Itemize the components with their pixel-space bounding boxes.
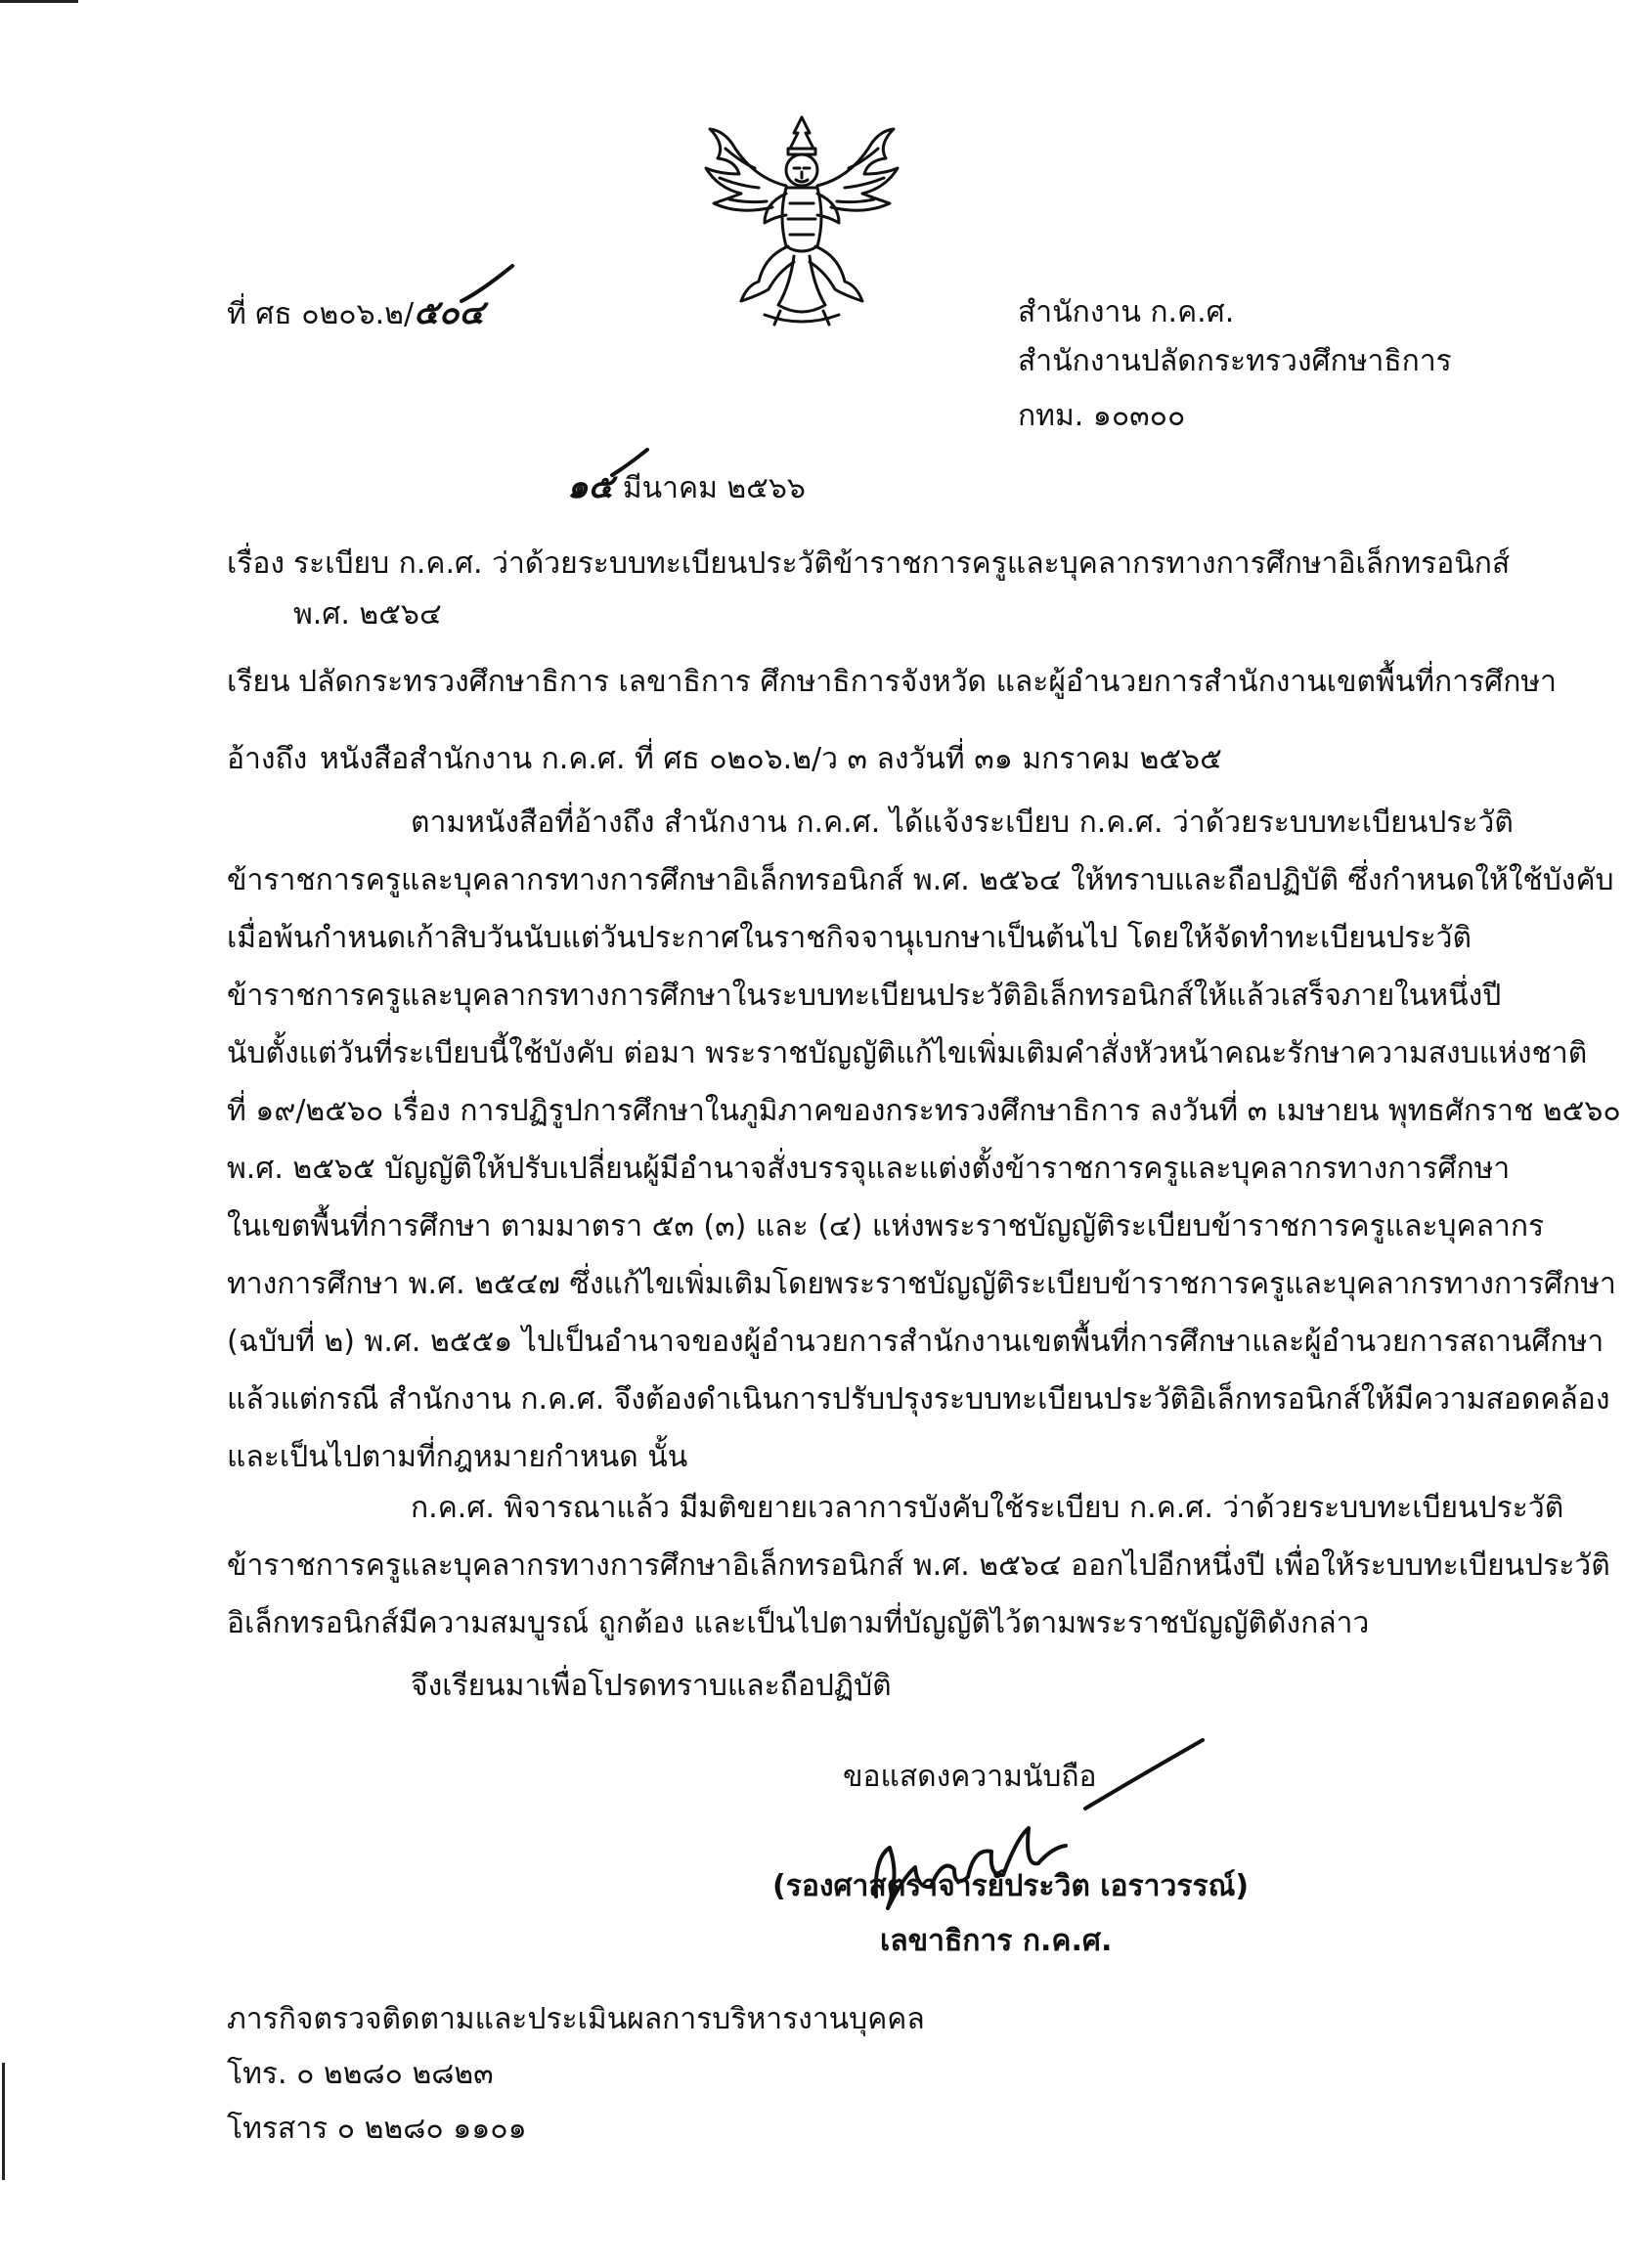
scan-artifact-left: [2, 2063, 5, 2180]
closing-salutation: ขอแสดงความนับถือ: [843, 1760, 1097, 1794]
footer-department: ภารกิจตรวจติดตามและประเมินผลการบริหารงานบุคคล: [227, 2002, 925, 2036]
signer-name: (รองศาสตราจารย์ประวิต เอราวรรณ์): [772, 1869, 1250, 1903]
paragraph-1-line: แล้วแต่กรณี สำนักงาน ก.ค.ศ. จึงต้องดำเนินการปรับปรุงระบบทะเบียนประวัติอิเล็กทรอนิกส์ให้มีความสอดคล้อง: [227, 1382, 1610, 1417]
paragraph-1-line: ในเขตพื้นที่การศึกษา ตามมาตรา ๕๓ (๓) และ (๔) แห่งพระราชบัญญัติระเบียบข้าราชการครูและบุคลากร: [227, 1209, 1545, 1243]
paragraph-2-line: อิเล็กทรอนิกส์มีความสมบูรณ์ ถูกต้อง และเป็นไปตามที่บัญญัติไว้ตามพระราชบัญญัติดังกล่าว: [227, 1606, 1370, 1640]
scan-artifact-top: [0, 0, 78, 3]
body-paragraph-2: [227, 1479, 1610, 1652]
reference-text: หนังสือสำนักงาน ก.ค.ศ. ที่ ศธ ๐๒๐๖.๒/ว ๓ ลงวันที่ ๓๑ มกราคม ๒๕๖๕: [320, 742, 1222, 776]
subject-line-1: ระเบียบ ก.ค.ศ. ว่าด้วยระบบทะเบียนประวัติข้าราชการครูและบุคลากรทางการศึกษาอิเล็กทรอนิกส์: [293, 546, 1511, 581]
recipient-label: เรียน: [227, 665, 290, 699]
footer-phone: โทร. ๐ ๒๒๘๐ ๒๘๒๓: [227, 2057, 494, 2091]
paragraph-1-line: ข้าราชการครูและบุคลากรทางการศึกษาอิเล็กทรอนิกส์ พ.ศ. ๒๕๖๔ ให้ทราบและถือปฏิบัติ ซึ่งกำหนดให้ใช้บังคับ: [227, 863, 1614, 897]
letter-date: [567, 465, 806, 510]
paragraph-2-line: ก.ค.ศ. พิจารณาแล้ว มีมติขยายเวลาการบังคับใช้ระเบียบ ก.ค.ศ. ว่าด้วยระบบทะเบียนประวัติ: [411, 1491, 1564, 1525]
body-paragraph-1: [227, 794, 1621, 1486]
paragraph-1-line: เมื่อพ้นกำหนดเก้าสิบวันนับแต่วันประกาศในราชกิจจานุเบกษาเป็นต้นไป โดยให้จัดทำทะเบียนประวัติ: [227, 921, 1472, 955]
garuda-emblem-icon: [696, 109, 907, 334]
office-ministry: สำนักงานปลัดกระทรวงศึกษาธิการ: [1018, 344, 1452, 378]
paragraph-1-line: ที่ ๑๙/๒๕๖๐ เรื่อง การปฏิรูปการศึกษาในภูมิภาคของกระทรวงศึกษาธิการ ลงวันที่ ๓ เมษายน พุทธศักราช ๒๕๖๐: [227, 1094, 1621, 1128]
reference-number: [227, 291, 484, 336]
reference-handwritten-number: ๕๐๔: [414, 293, 485, 332]
subject-label: เรื่อง: [227, 546, 286, 581]
reference-label: อ้างถึง: [227, 742, 308, 776]
subject-line-2: พ.ศ. ๒๕๖๔: [293, 597, 442, 632]
signer-position: เลขาธิการ ก.ค.ศ.: [880, 1924, 1113, 1958]
recipient-text: ปลัดกระทรวงศึกษาธิการ เลขาธิการ ศึกษาธิการจังหวัด และผู้อำนวยการสำนักงานเขตพื้นที่การศึกษา: [298, 665, 1557, 699]
paragraph-1-line: ตามหนังสือที่อ้างถึง สำนักงาน ก.ค.ศ. ได้แจ้งระเบียบ ก.ค.ศ. ว่าด้วยระบบทะเบียนประวัติ: [411, 806, 1514, 840]
paragraph-1-line: พ.ศ. ๒๕๖๕ บัญญัติให้ปรับเปลี่ยนผู้มีอำนาจสั่งบรรจุและแต่งตั้งข้าราชการครูและบุคลากรทางการศึกษา: [227, 1152, 1511, 1186]
footer-fax: โทรสาร ๐ ๒๒๘๐ ๑๑๐๑: [227, 2112, 527, 2146]
paragraph-1-line: และเป็นไปตามที่กฎหมายกำหนด นั้น: [227, 1440, 688, 1474]
reference-check-mark: [452, 262, 520, 321]
paragraph-1-line: ข้าราชการครูและบุคลากรทางการศึกษาในระบบทะเบียนประวัติอิเล็กทรอนิกส์ให้แล้วเสร็จภายในหนึ่งปี: [227, 979, 1502, 1013]
paragraph-2-line: ข้าราชการครูและบุคลากรทางการศึกษาอิเล็กทรอนิกส์ พ.ศ. ๒๕๖๔ ออกไปอีกหนึ่งปี เพื่อให้ระบบทะเบียนประวัติ: [227, 1548, 1610, 1583]
office-name: สำนักงาน ก.ค.ศ.: [1018, 295, 1235, 329]
paragraph-1-line: นับตั้งแต่วันที่ระเบียบนี้ใช้บังคับ ต่อมา พระราชบัญญัติแก้ไขเพิ่มเติมคำสั่งหัวหน้าคณะรักษาความสงบแห่งชาติ: [227, 1036, 1588, 1070]
closing-request: จึงเรียนมาเพื่อโปรดทราบและถือปฏิบัติ: [411, 1669, 892, 1703]
date-month-year: มีนาคม ๒๕๖๖: [622, 471, 806, 505]
paragraph-1-line: (ฉบับที่ ๒) พ.ศ. ๒๕๕๑ ไปเป็นอำนาจของผู้อำนวยการสำนักงานเขตพื้นที่การศึกษาและผู้อำนวยการสถานศึกษา: [227, 1325, 1604, 1359]
date-handwritten-day: ๑๕: [567, 467, 614, 506]
paragraph-1-line: ทางการศึกษา พ.ศ. ๒๕๔๗ ซึ่งแก้ไขเพิ่มเติมโดยพระราชบัญญัติระเบียบข้าราชการครูและบุคลากรทางการศึกษา: [227, 1267, 1616, 1301]
date-check-mark: [604, 446, 653, 485]
reference-prefix: ที่ ศธ ๐๒๐๖.๒/: [227, 297, 415, 331]
office-city-postcode: กทม. ๑๐๓๐๐: [1018, 399, 1186, 433]
